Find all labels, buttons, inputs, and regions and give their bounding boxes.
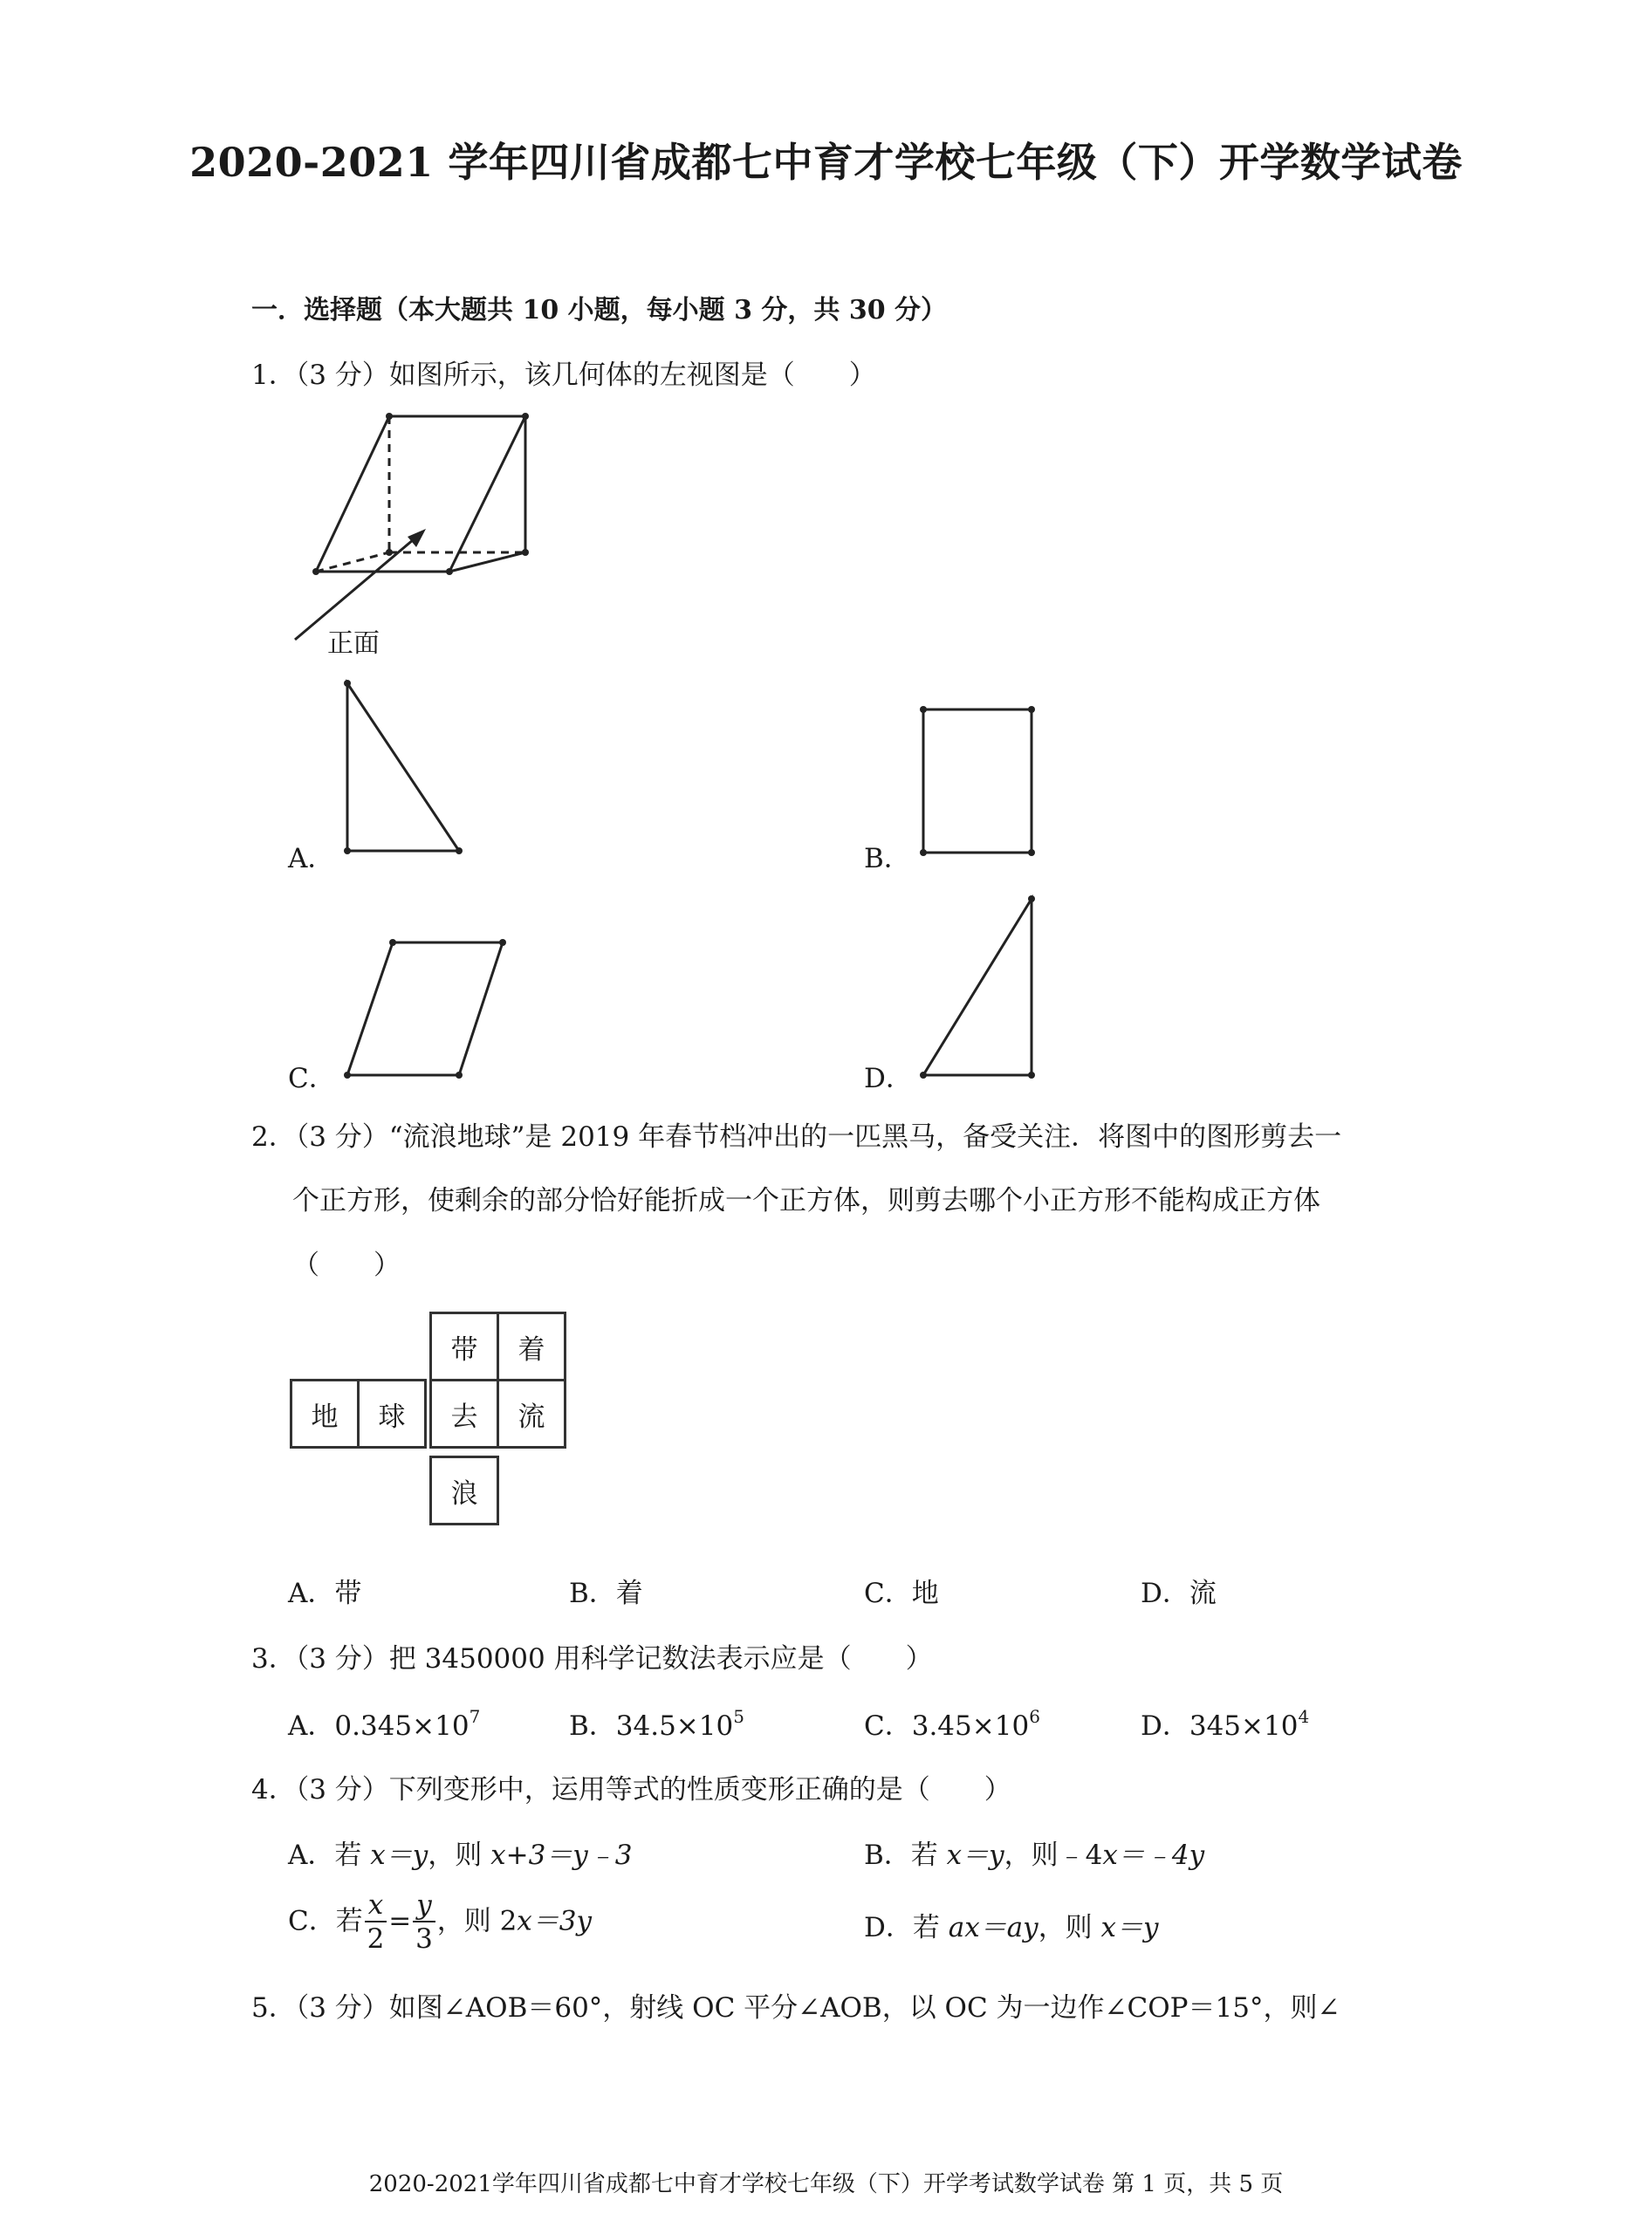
q3-option-a[interactable] (288, 1703, 480, 1743)
net-cell-lang: 浪 (429, 1456, 499, 1525)
net-cell-liu: 流 (497, 1379, 566, 1449)
net-cell-zhe: 着 (497, 1312, 566, 1381)
q4-b-expr: x＝y (946, 1840, 1004, 1871)
q3-d-base: 345×10 (1189, 1710, 1299, 1742)
q4-d-result: x＝y (1100, 1912, 1159, 1943)
q4-c-denominator-1: 2 (367, 1923, 385, 1955)
q3-option-c[interactable] (864, 1703, 1040, 1743)
q3-option-b[interactable] (569, 1703, 744, 1743)
q1-option-b-figure (916, 702, 1038, 860)
question-2-line-3: （ ） (292, 1250, 401, 1281)
q4-c-fraction-2 (413, 1889, 435, 1955)
q1-option-d[interactable]: D． (864, 1063, 913, 1094)
q2-option-d[interactable]: D．流 (1141, 1578, 1217, 1609)
page-title: 2020-2021 学年四川省成都七中育才学校七年级（下）开学数学试卷 (189, 139, 1463, 186)
q1-solid-figure (279, 406, 559, 668)
q4-d-expr: ax＝ay (948, 1912, 1038, 1943)
q4-a-mid: ，则 (428, 1840, 491, 1871)
net-cell-dai: 带 (429, 1312, 499, 1381)
q1-option-a-figure (340, 676, 471, 860)
q3-b-exponent: 5 (733, 1706, 744, 1727)
page-footer: 2020-2021学年四川省成都七中育才学校七年级（下）开学考试数学试卷 第 1 页，共 5 页 (368, 2171, 1284, 2197)
question-5-stem: 5．（3 分）如图∠AOB＝60°，射线 OC 平分∠AOB，以 OC 为一边作∠COP＝15°，则∠ (251, 1992, 1340, 2024)
q1-option-a[interactable]: A． (288, 843, 335, 874)
q4-d-mid: ，则 (1038, 1912, 1101, 1943)
q1-option-c-figure (340, 935, 515, 1084)
q4-c-label: C．若 (288, 1905, 363, 1937)
net-cell-di: 地 (290, 1379, 360, 1449)
question-1-stem: 1．（3 分）如图所示，该几何体的左视图是（ ） (251, 360, 876, 391)
q1-option-d-figure (916, 892, 1047, 1084)
q4-b-label: B．若 (864, 1840, 947, 1871)
section-heading: 一．选择题（本大题共 10 小题，每小题 3 分，共 30 分） (251, 295, 948, 326)
q3-option-d[interactable] (1141, 1703, 1309, 1743)
cube-net (290, 1312, 578, 1530)
q3-d-exponent: 4 (1298, 1706, 1310, 1727)
q3-d-label: D． (1141, 1710, 1189, 1742)
q4-option-c[interactable] (288, 1889, 593, 1955)
q4-d-label: D．若 (864, 1912, 949, 1943)
q4-a-expr: x＝y (370, 1840, 428, 1871)
q3-b-label: B． (569, 1710, 616, 1742)
question-4-stem: 4．（3 分）下列变形中，运用等式的性质变形正确的是（ ） (251, 1774, 1011, 1806)
q1-option-c[interactable]: C． (288, 1063, 336, 1094)
q3-a-label: A． (288, 1710, 335, 1742)
q4-c-numerator-1: x (365, 1892, 387, 1922)
net-cell-qu: 去 (429, 1379, 499, 1449)
q3-a-exponent: 7 (469, 1706, 481, 1727)
q3-c-base: 3.45×10 (911, 1710, 1030, 1742)
q4-option-d[interactable] (864, 1905, 1159, 1944)
q3-a-base: 0.345×10 (334, 1710, 470, 1742)
q3-c-exponent: 6 (1029, 1706, 1040, 1727)
q4-a-label: A．若 (288, 1840, 371, 1871)
question-3-stem: 3．（3 分）把 3450000 用科学记数法表示应是（ ） (251, 1643, 933, 1675)
q4-option-b[interactable] (864, 1833, 1204, 1872)
q3-c-label: C． (864, 1710, 912, 1742)
q2-option-c[interactable]: C．地 (864, 1578, 939, 1609)
q4-c-mid: ，则 2 (436, 1905, 518, 1937)
q4-b-mid: ，则﹣4 (1004, 1840, 1103, 1871)
front-label: 正面 (327, 628, 380, 659)
q4-a-result: x+3＝y﹣3 (490, 1840, 633, 1871)
q1-option-b[interactable]: B． (864, 843, 911, 874)
q4-c-denominator-2: 3 (415, 1923, 433, 1955)
q4-c-numerator-2: y (413, 1892, 435, 1922)
question-2-line-2: 个正方形，使剩余的部分恰好能折成一个正方体，则剪去哪个小正方形不能构成正方体 (292, 1185, 1320, 1216)
q4-c-result: x＝3y (517, 1905, 593, 1937)
q4-c-equals: = (388, 1905, 412, 1937)
q4-option-a[interactable] (288, 1833, 633, 1872)
net-cell-qiu: 球 (357, 1379, 427, 1449)
q2-option-a[interactable]: A．带 (288, 1578, 362, 1609)
q4-b-result: x＝﹣4y (1102, 1840, 1205, 1871)
q4-c-fraction-1 (365, 1889, 387, 1955)
question-2-line-1: 2．（3 分）“流浪地球”是 2019 年春节档冲出的一匹黑马，备受关注．将图中的图形剪去一 (251, 1121, 1342, 1153)
q3-b-base: 34.5×10 (615, 1710, 734, 1742)
q2-option-b[interactable]: B．着 (569, 1578, 643, 1609)
